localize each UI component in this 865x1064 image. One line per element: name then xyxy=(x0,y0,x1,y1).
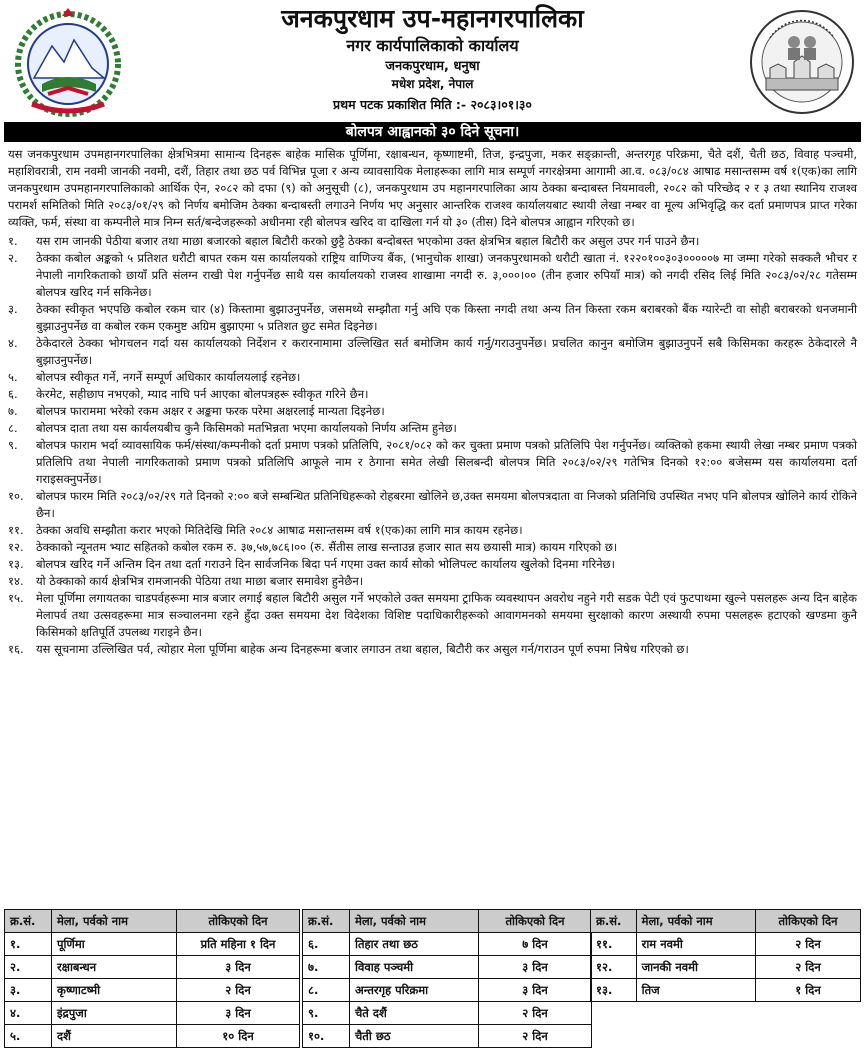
location: जनकपुरधाम, धनुषा xyxy=(385,59,480,74)
list-item xyxy=(8,403,857,420)
festival-table xyxy=(4,909,300,1048)
cell-days: प्रति महिना १ दिन xyxy=(177,933,300,956)
item-number: २. xyxy=(8,251,18,265)
item-number: १३. xyxy=(8,557,24,571)
published-date: प्रथम पटक प्रकाशित मिति :- २०८३।०१।३० xyxy=(333,97,532,112)
item-text: बोलपत्र फाराम भर्दा व्यावसायिक फर्म/संस्था/कम्पनीको दर्ता प्रमाण पत्रको प्रतिलिपि, २०८१/०८२ को कर चुक्ता प्रमाण पत्रको प्रतिलिपि पेश गर्नुपर्नेछ। व्यक्तिको हकमा स्थायी लेखा नम्बर प्रमाण पत्रको प्रतिलिपि तथा नेपाली नागरिकताको प्रमाण पत्रको प्रतिलिपि आफूले नाम र ठेगाना समेत लेखी सिलबन्दी बोलपत्र मिति २०८३/०२/२९ गतेभित्र दिनको १२:०० बजेसम्म यस कार्यालयमा दर्ता गराइसक्नुपर्नेछ। xyxy=(36,438,857,486)
item-text: बोलपत्र फाराममा भरेको रकम अक्षर र अङ्कमा फरक परेमा अक्षरलाई मान्यता दिइनेछ। xyxy=(36,404,385,418)
cell-sn: २. xyxy=(5,956,52,979)
item-number: ३. xyxy=(8,302,18,316)
office-name: नगर कार्यपालिकाको कार्यालय xyxy=(346,36,519,55)
cell-name: दशैं xyxy=(52,1025,177,1048)
table-header-row xyxy=(591,910,861,933)
column-header-days: तोकिएको दिन xyxy=(479,910,592,933)
item-number: १४. xyxy=(8,574,24,588)
cell-name: राम नवमी xyxy=(636,933,755,956)
list-item xyxy=(8,369,857,386)
intro-paragraph: यस जनकपुरधाम उपमहानगरपालिका क्षेत्रभित्रमा सामान्य दिनहरू बाहेक मासिक पूर्णिमा, रक्षाबन्धन, कृष्णाष्टमी, तिज, इन्द्रपुजा, मकर सङ्क्रान्ती, अन्तरगृह परिक्रमा, चैते दशैं, चैती छठ, विवाह पञ्चमी, महाशिवरात्री, राम नवमी जानकी नवमी, दशैं, तिहार तथा छठ पर्व विभिन्न पूजा र अन्य व्यावसायिक मेलाहरूका लागि मात्र सम्पूर्ण नगरक्षेत्रमा आगामी आ.व. ०८३/०८४ आषाढ मसान्तसम्म वर्ष १(एक)का लागि जनकपुरधाम उपमहानगरपालिकाको आर्थिक ऐन, २०८२ को दफा (९) को अनुसूची (८), जनकपुरधाम उप महानगरपालिका आय ठेक्का बन्दाबस्त नियमावली, २०८२ को परिच्छेद २ र ३ तथा स्थानिय राजश्व परामर्श समितिको मिति २०८३/०१/२९ को निर्णय बमोजिम ठेक्का बन्दाबस्ती लगाउने निर्णय भए अनुसार आन्तरिक राजश्व कार्यालयबाट स्थायी लेखा नम्बर वा मूल्य अभिवृद्धि कर दर्ता प्रमाणपत्र प्राप्त गरेका व्यक्ति, फर्म, संस्था वा कम्पनीले मात्र निम्न सर्त/बन्देजहरूको अधीनमा रही बोलपत्र खरिद वा दाखिला गर्न यो ३० (तीस) दिने बोलपत्र आह्वान गरिएको छ। xyxy=(8,147,858,229)
cell-days: २ दिन xyxy=(479,1002,592,1025)
item-text: ठेक्का अवधि सम्झौता करार भएको मितिदेखि मिति २०८४ आषाढ मसान्तसम्म वर्ष १(एक)का लागि मात्र कायम रहनेछ। xyxy=(36,523,523,537)
festival-table xyxy=(302,909,592,1048)
item-text: ठेक्का कबोल अङ्कको ५ प्रतिशत धरौटी बापत रकम यस कार्यालयको राष्ट्रिय वाणिज्य बैंक, (भानुचोक शाखा) जनकपुरधामको धरौटी खाता नं. १२२०१००३०३०००००७ मा जम्मा गरेको सक्कलै भौचर र नेपाली नागरिकताको छायाँ प्रति संलग्न राखी पेश गर्नुपर्नेछ साथै यस कार्यालयको राजस्व शाखामा नगदी रु. ३,०००।०० (तीन हजार रुपियाँ मात्र) को नगदी रसिद लिई मिति २०८३/०२/२८ गतेसम्म बोलपत्र खरिद गर्न सकिनेछ। xyxy=(36,251,857,299)
nepal-emblem-icon xyxy=(12,6,124,118)
item-number: १०. xyxy=(8,489,24,503)
festival-table xyxy=(590,909,861,1002)
list-item xyxy=(8,488,857,522)
table-header-row xyxy=(303,910,592,933)
item-text: ठेकेदारले ठेक्का भोगचलन गर्दा यस कार्यालयको निर्देशन र करारनामामा उल्लिखित सर्त बमोजिम कार्य गर्नु/गराउनुपर्नेछ। प्रचलित कानुन बमोजिम बुझाउनुपर्ने सबै किसिमका करहरू ठेकेदारले नै बुझाउनुपर्नेछ। xyxy=(36,336,857,367)
cell-days: ७ दिन xyxy=(479,933,592,956)
table-row xyxy=(5,979,300,1002)
column-header-days: तोकिएको दिन xyxy=(177,910,300,933)
list-item xyxy=(8,590,857,641)
list-item xyxy=(8,335,857,369)
item-number: १. xyxy=(8,234,18,248)
cell-days: ३ दिन xyxy=(479,956,592,979)
cell-name: तिहार तथा छठ xyxy=(350,933,479,956)
notice-title: बोलपत्र आह्वानको ३० दिने सूचना। xyxy=(4,122,861,142)
cell-sn: १३. xyxy=(591,979,637,1002)
cell-sn: ५. xyxy=(5,1025,52,1048)
item-text: यो ठेक्काको कार्य क्षेत्रभित्र रामजानकी पेठिया तथा माछा बजार समावेश हुनेछैन। xyxy=(36,574,364,588)
cell-sn: ३. xyxy=(5,979,52,1002)
header-text xyxy=(130,4,735,114)
item-number: ६. xyxy=(8,387,18,401)
cell-name: विवाह पञ्चमी xyxy=(350,956,479,979)
item-text: ठेक्का स्वीकृत भएपछि कबोल रकम चार (४) किस्तामा बुझाउनुपर्नेछ, जसमध्ये सम्झौता गर्नु अघि एक किस्ता नगदी तथा अन्य तिन किस्ता रकम बराबरको बैंक ग्यारेन्टी वा सोही बराबरको धनजमानी बुझाउनुपर्नेछ वा कबोल रकम एकमुष्ट अग्रिम बुझाएमा ५ प्रतिशत छुट समेत दिइनेछ। xyxy=(36,302,857,333)
cell-days: २ दिन xyxy=(756,933,861,956)
column-header-name: मेला, पर्वको नाम xyxy=(350,910,479,933)
cell-sn: ११. xyxy=(591,933,637,956)
cell-sn: १२. xyxy=(591,956,637,979)
list-item xyxy=(8,539,857,556)
column-header-days: तोकिएको दिन xyxy=(756,910,861,933)
table-row xyxy=(591,956,861,979)
list-item xyxy=(8,420,857,437)
list-item xyxy=(8,250,857,301)
cell-days: ३ दिन xyxy=(177,956,300,979)
item-text: केरमेट, सहीछाप नभएको, म्याद नाघि पर्न आएका बोलपत्रहरू स्वीकृत गरिने छैन। xyxy=(36,387,369,401)
item-text: यस सूचनामा उल्लिखित पर्व, त्योहार मेला पूर्णिमा बाहेक अन्य दिनहरूमा बजार लगाउन तथा बहाल, बिटौरी कर असुल गर्न/गराउन पूर्ण रुपमा निषेध गरिएको छ। xyxy=(36,642,689,656)
cell-days: २ दिन xyxy=(756,956,861,979)
cell-sn: ९. xyxy=(303,1002,350,1025)
table-row xyxy=(591,979,861,1002)
item-text: बोलपत्र दाता तथा यस कार्यलयबीच कुनै किसिमको मतभिन्नता भएमा कार्यालयको निर्णय अन्तिम हुनेछ। xyxy=(36,421,457,435)
cell-name: चैते दशैं xyxy=(350,1002,479,1025)
cell-name: इंद्रपुजा xyxy=(52,1002,177,1025)
municipality-seal-icon xyxy=(748,8,856,116)
item-number: ४. xyxy=(8,336,18,350)
cell-name: कृष्णाटष्मी xyxy=(52,979,177,1002)
item-text: बोलपत्र फारम मिति २०८३/०२/२९ गते दिनको २:०० बजे सम्बन्धित प्रतिनिधिहरूको रोहबरमा खोलिने छ,उक्त समयमा बोलपत्रदाता वा निजको प्रतिनिधि उपस्थित नभए पनि बोलपत्र खोलिने कार्य रोकिने छैन। xyxy=(36,489,857,520)
cell-name: पूर्णिमा xyxy=(52,933,177,956)
table-row xyxy=(5,956,300,979)
notice-body xyxy=(0,142,865,658)
conditions-list xyxy=(8,233,857,658)
cell-name: तिज xyxy=(636,979,755,1002)
column-header-sn: क्र.सं. xyxy=(5,910,52,933)
table-row xyxy=(303,933,592,956)
cell-name: रक्षाबन्धन xyxy=(52,956,177,979)
list-item xyxy=(8,233,857,250)
cell-days: १० दिन xyxy=(177,1025,300,1048)
table-row xyxy=(303,979,592,1002)
cell-name: जानकी नवमी xyxy=(636,956,755,979)
item-text: यस राम जानकी पेठीया बजार तथा माछा बजारको बहाल बिटौरी करको छुट्टै ठेक्का बन्दोबस्त भएकोमा उक्त क्षेत्रभित्र बहाल बिटौरी कर असुल उपर गर्न पाउने छैन। xyxy=(36,234,700,248)
item-text: बोलपत्र स्वीकृत गर्ने, नगर्ने सम्पूर्ण अधिकार कार्यालयलाई रहनेछ। xyxy=(36,370,301,384)
list-item xyxy=(8,522,857,539)
column-header-name: मेला, पर्वको नाम xyxy=(636,910,755,933)
list-item xyxy=(8,556,857,573)
cell-days: ३ दिन xyxy=(479,979,592,1002)
cell-name: चैती छठ xyxy=(350,1025,479,1048)
table-row xyxy=(5,933,300,956)
item-number: १६. xyxy=(8,642,24,656)
item-number: ८. xyxy=(8,421,18,435)
column-header-sn: क्र.सं. xyxy=(303,910,350,933)
item-number: ९. xyxy=(8,438,18,452)
cell-days: २ दिन xyxy=(479,1025,592,1048)
column-header-name: मेला, पर्वको नाम xyxy=(52,910,177,933)
item-text: बोलपत्र खरिद गर्ने अन्तिम दिन तथा दर्ता गराउने दिन सार्वजनिक बिदा पर्न गएमा उक्त कार्य सोको भोलिपल्ट कार्यालय खुलेको दिनमा गरिनेछ। xyxy=(36,557,615,571)
list-item xyxy=(8,386,857,403)
cell-name: अन्तरगृह परिक्रमा xyxy=(350,979,479,1002)
table-header-row xyxy=(5,910,300,933)
page-title: जनकपुरधाम उप-महानगरपालिका xyxy=(281,4,584,33)
list-item xyxy=(8,573,857,590)
list-item xyxy=(8,437,857,488)
cell-sn: १०. xyxy=(303,1025,350,1048)
province: मधेश प्रदेश, नेपाल xyxy=(391,77,474,91)
item-text: मेला पूर्णिमा लगायतका चाडपर्वहरूमा मात्र बजार लगाई बहाल बिटौरी असुल गर्ने भएकोले उक्त समयमा ट्राफिक व्यवस्थापन अवरोध नहुने गरी सडक पेटी एवं फुटपाथमा खुल्ने पसलहरू अन्य दिन बाहेक मेलापर्व तथा उत्सवहरूमा मात्र सञ्चालनमा रहने हुँदा उक्त समयमा देश विदेशका विशिष्ट पदाधिकारीहरूको आवागमनको समयमा सुरक्षाको कारण अस्थायी रुपमा पसलहरू हटाएको खण्डमा कुनै किसिमको क्षतिपूर्ति उपलब्ध गराइने छैन। xyxy=(36,591,857,639)
item-text: ठेक्काको न्यूनतम भ्याट सहितको कबोल रकम रु. ३७,५७,७८६।०० (रु. सैंतीस लाख सन्ताउन्न हजार सात सय छयासी मात्र) कायम गरिएको छ। xyxy=(36,540,618,554)
item-number: १२. xyxy=(8,540,24,554)
table-row xyxy=(591,933,861,956)
cell-sn: १. xyxy=(5,933,52,956)
table-row xyxy=(303,1025,592,1048)
item-number: १५. xyxy=(8,591,24,605)
list-item xyxy=(8,641,857,658)
column-header-sn: क्र.सं. xyxy=(591,910,637,933)
festival-tables xyxy=(4,909,861,1059)
cell-days: २ दिन xyxy=(177,979,300,1002)
table-row xyxy=(5,1025,300,1048)
header xyxy=(0,0,865,122)
cell-days: ३ दिन xyxy=(177,1002,300,1025)
table-row xyxy=(303,1002,592,1025)
table-row xyxy=(5,1002,300,1025)
item-number: ११. xyxy=(8,523,24,537)
cell-sn: ४. xyxy=(5,1002,52,1025)
cell-sn: ६. xyxy=(303,933,350,956)
cell-sn: ८. xyxy=(303,979,350,1002)
cell-days: १ दिन xyxy=(756,979,861,1002)
item-number: ५. xyxy=(8,370,18,384)
table-row xyxy=(303,956,592,979)
cell-sn: ७. xyxy=(303,956,350,979)
item-number: ७. xyxy=(8,404,18,418)
list-item xyxy=(8,301,857,335)
